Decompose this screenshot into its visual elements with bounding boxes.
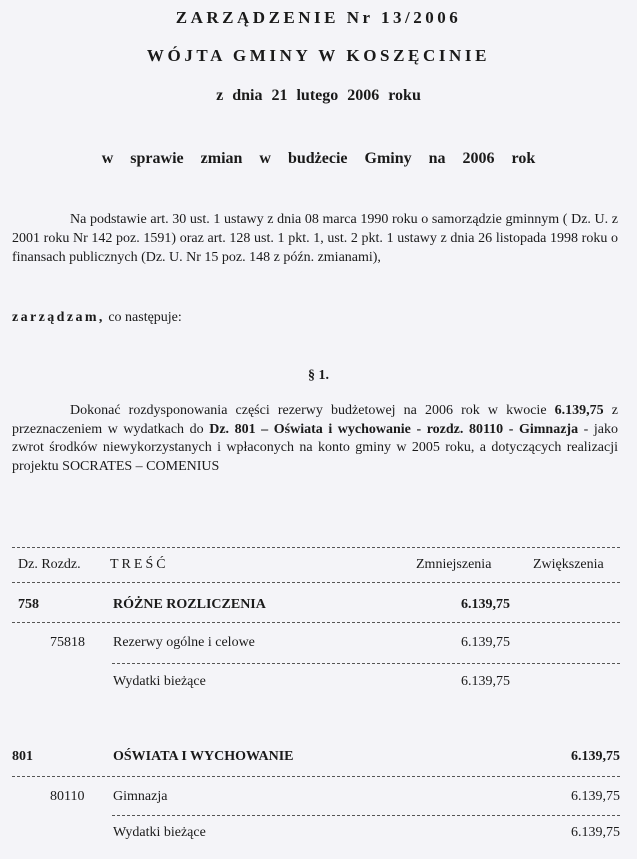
row-801-code: 801	[12, 749, 33, 764]
row-758-expenses-name: Wydatki bieżące	[113, 674, 206, 689]
order-word: zarządzam,	[12, 310, 105, 325]
header-decrease: Zmniejszenia	[416, 557, 492, 572]
section-amount: 6.139,75	[554, 403, 604, 418]
row-758-name: RÓŻNE ROZLICZENIA	[113, 597, 266, 612]
section-text-a: Dokonać rozdysponowania części rezerwy budżetowej na 2006 rok w kwocie	[70, 403, 555, 418]
row-801-name: OŚWIATA I WYCHOWANIE	[113, 749, 294, 764]
table-divider	[12, 622, 620, 623]
header-tresc: TREŚĆ	[110, 557, 169, 572]
legal-basis-paragraph: Na podstawie art. 30 ust. 1 ustawy z dnia 08 marca 1990 roku o samorządzie gminnym ( Dz. U. z 2001 roku Nr 142 poz. 1591) oraz art. 128 ust. 1 pkt. 1, ust. 2 pkt. 1 ustawy z dnia 26 listopada 1998 roku o finansach publicznych (Dz. U. Nr 15 poz. 148 z późn. zmianami),	[12, 212, 618, 265]
row-801-expenses-increase: 6.139,75	[571, 825, 620, 840]
header-increase: Zwiększenia	[533, 557, 604, 572]
row-80110-name: Gimnazja	[113, 789, 168, 804]
section-text-c: - jako zwrot środków niewykorzystanych i wpłaconych na konto gminy w 2005 roku, a dotyczących realizacji projektu SOCRATES – COMENIUS	[12, 421, 619, 474]
row-75818-code: 75818	[50, 635, 85, 650]
row-75818-name: Rezerwy ogólne i celowe	[113, 635, 255, 650]
table-divider	[112, 663, 620, 664]
row-758-decrease: 6.139,75	[461, 597, 510, 612]
table-divider	[112, 815, 620, 816]
section-text-b: z przeznaczeniem w wydatkach do	[12, 403, 618, 437]
section-mark: § 1.	[308, 368, 329, 383]
row-758-code: 758	[18, 597, 39, 612]
row-801-increase: 6.139,75	[571, 749, 620, 764]
row-80110-code: 80110	[50, 789, 85, 804]
table-divider	[12, 776, 620, 777]
order-statement	[12, 310, 182, 326]
order-rest: co następuje:	[104, 310, 182, 325]
issuer-title: WÓJTA GMINY W KOSZĘCINIE	[146, 46, 491, 65]
row-801-expenses-name: Wydatki bieżące	[113, 825, 206, 840]
decree-date: z dnia 21 lutego 2006 roku	[216, 87, 421, 104]
table-divider	[12, 582, 620, 583]
decree-subject: w sprawie zmian w budżecie Gminy na 2006 rok	[101, 150, 536, 167]
row-758-expenses-decrease: 6.139,75	[461, 674, 510, 689]
decree-title: ZARZĄDZENIE Nr 13/2006	[175, 8, 462, 27]
section-body	[12, 402, 618, 476]
row-75818-decrease: 6.139,75	[461, 635, 510, 650]
table-divider	[12, 547, 620, 548]
header-dz-rozdz: Dz. Rozdz.	[18, 557, 81, 572]
section-department: Dz. 801 – Oświata i wychowanie - rozdz. 80110 - Gimnazja	[209, 421, 579, 437]
row-80110-increase: 6.139,75	[571, 789, 620, 804]
